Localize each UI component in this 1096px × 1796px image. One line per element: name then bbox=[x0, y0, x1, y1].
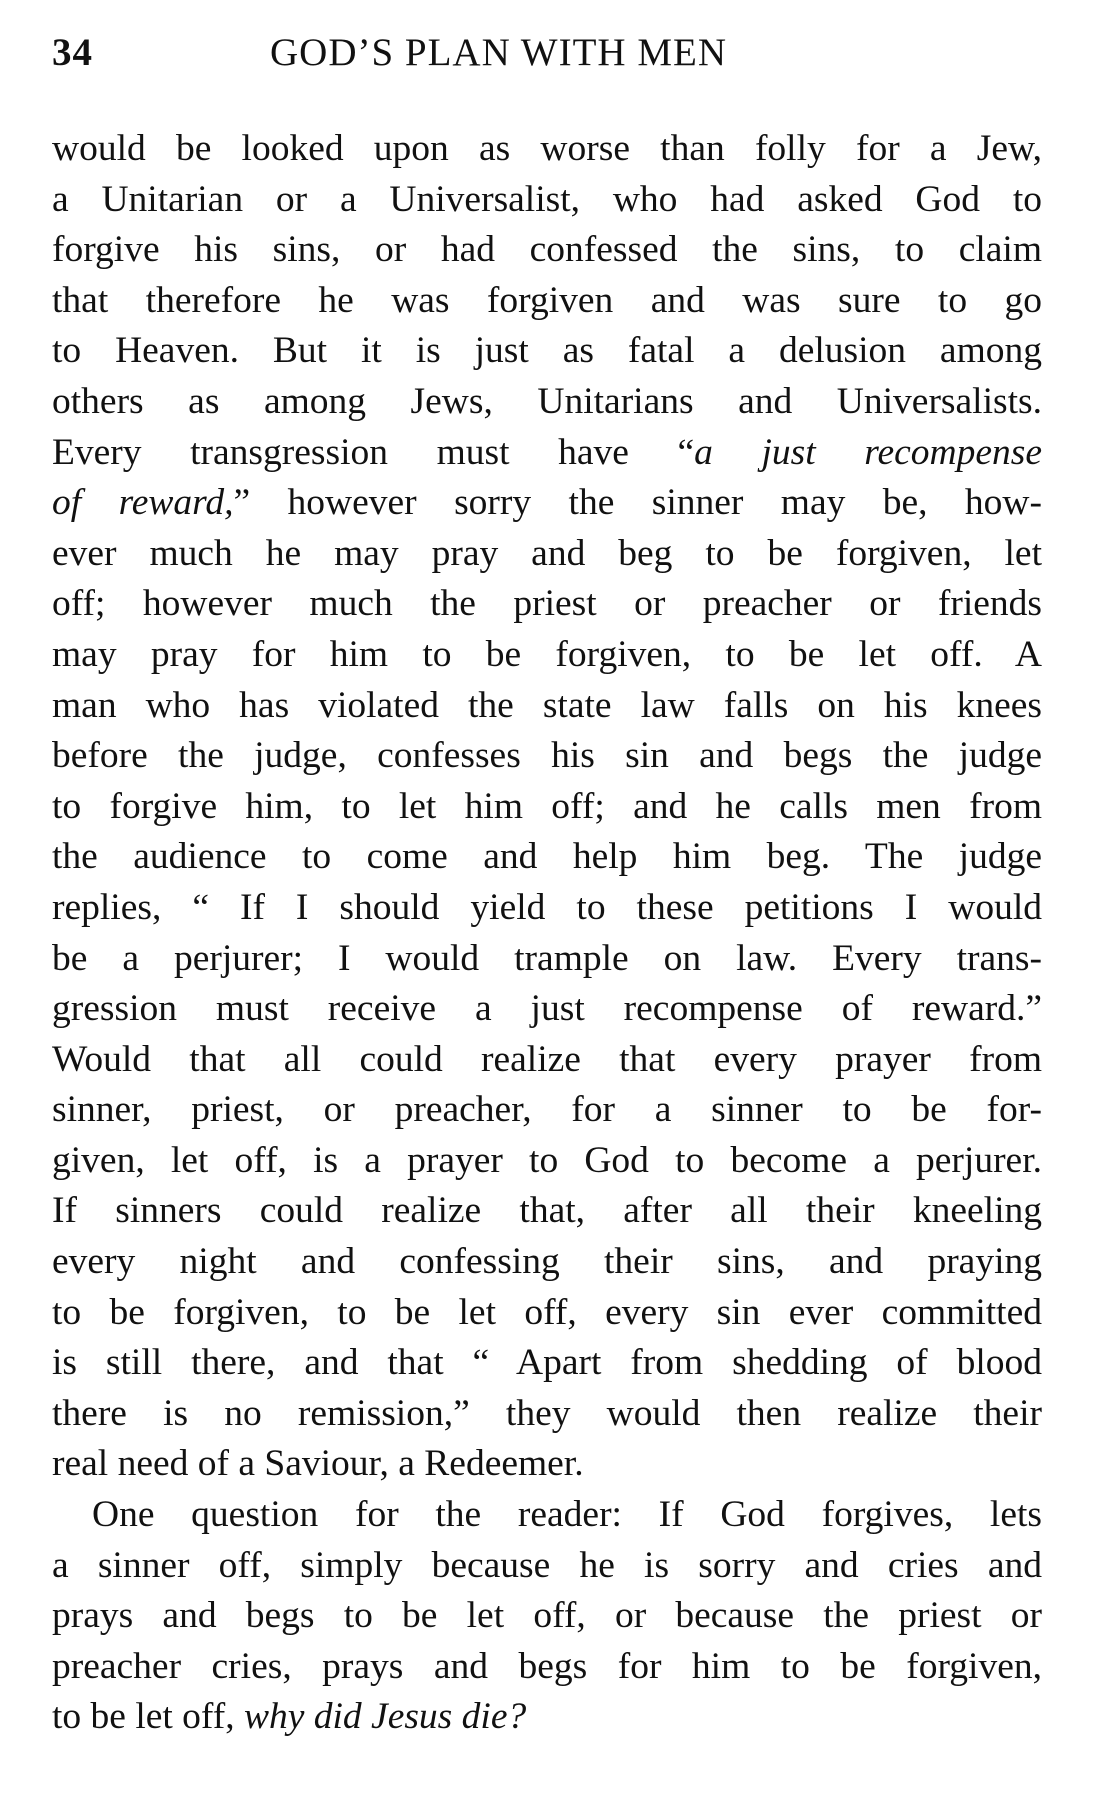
text-segment: to be let off, bbox=[52, 1696, 244, 1738]
text-segment: Every transgression must have “ bbox=[52, 431, 695, 473]
text-line: the audience to come and help him beg. The judge bbox=[52, 836, 1042, 878]
italic-text: why did Jesus die? bbox=[243, 1696, 527, 1738]
paragraph-2 bbox=[52, 1490, 1042, 1743]
text-line: sinner, priest, or preacher, for a sinner to be for- bbox=[52, 1089, 1042, 1131]
italic-text: a just recompense bbox=[694, 431, 1042, 473]
text-line: is still there, and that “ Apart from shedding of blood bbox=[52, 1342, 1042, 1384]
text-line bbox=[52, 478, 1042, 529]
text-line: gression must receive a just recompense of reward.” bbox=[52, 988, 1042, 1030]
running-head bbox=[52, 30, 1042, 98]
text-line bbox=[52, 428, 1042, 479]
text-segment: ” however sorry the sinner may be, how- bbox=[233, 482, 1042, 524]
text-line: given, let off, is a prayer to God to become a perjurer. bbox=[52, 1139, 1042, 1181]
text-line: others as among Jews, Unitarians and Universalists. bbox=[52, 380, 1042, 422]
text-line: off; however much the priest or preacher or friends bbox=[52, 583, 1042, 625]
text-line: there is no remission,” they would then realize their bbox=[52, 1392, 1042, 1434]
text-line bbox=[52, 1692, 1042, 1743]
running-title: GOD’S PLAN WITH MEN bbox=[270, 31, 728, 74]
text-line: If sinners could realize that, after all their kneeling bbox=[52, 1190, 1042, 1232]
text-line: to be forgiven, to be let off, every sin ever committed bbox=[52, 1291, 1042, 1333]
text-line: would be looked upon as worse than folly for a Jew, bbox=[52, 128, 1042, 169]
text-line: a Unitarian or a Universalist, who had asked God to bbox=[52, 178, 1042, 220]
text-line: preacher cries, prays and begs for him to be forgiven, bbox=[52, 1645, 1042, 1687]
text-line: to forgive him, to let him off; and he calls men from bbox=[52, 785, 1042, 827]
text-line: One question for the reader: If God forgives, lets bbox=[92, 1494, 1042, 1536]
book-page bbox=[52, 30, 1042, 1743]
text-line: be a perjurer; I would trample on law. Every trans- bbox=[52, 937, 1042, 979]
text-line: to Heaven. But it is just as fatal a delusion among bbox=[52, 330, 1042, 372]
text-line: real need of a Saviour, a Redeemer. bbox=[52, 1443, 584, 1485]
text-line: before the judge, confesses his sin and begs the judge bbox=[52, 735, 1042, 777]
text-line: ever much he may pray and beg to be forgiven, let bbox=[52, 532, 1042, 574]
text-line: prays and begs to be let off, or because the priest or bbox=[52, 1595, 1042, 1637]
text-line: may pray for him to be forgiven, to be let off. A bbox=[52, 633, 1042, 675]
page-number: 34 bbox=[52, 31, 93, 74]
text-line: man who has violated the state law falls on his knees bbox=[52, 684, 1042, 726]
italic-text: of reward, bbox=[52, 482, 234, 524]
paragraph-1 bbox=[52, 124, 1042, 1490]
text-line: forgive his sins, or had confessed the sins, to claim bbox=[52, 229, 1042, 271]
body-text bbox=[52, 124, 1042, 1743]
text-line: replies, “ If I should yield to these petitions I would bbox=[52, 886, 1042, 928]
text-line: a sinner off, simply because he is sorry and cries and bbox=[52, 1544, 1042, 1586]
text-line: Would that all could realize that every prayer from bbox=[52, 1038, 1042, 1080]
text-line: that therefore he was forgiven and was sure to go bbox=[52, 279, 1042, 321]
text-line: every night and confessing their sins, and praying bbox=[52, 1241, 1042, 1283]
